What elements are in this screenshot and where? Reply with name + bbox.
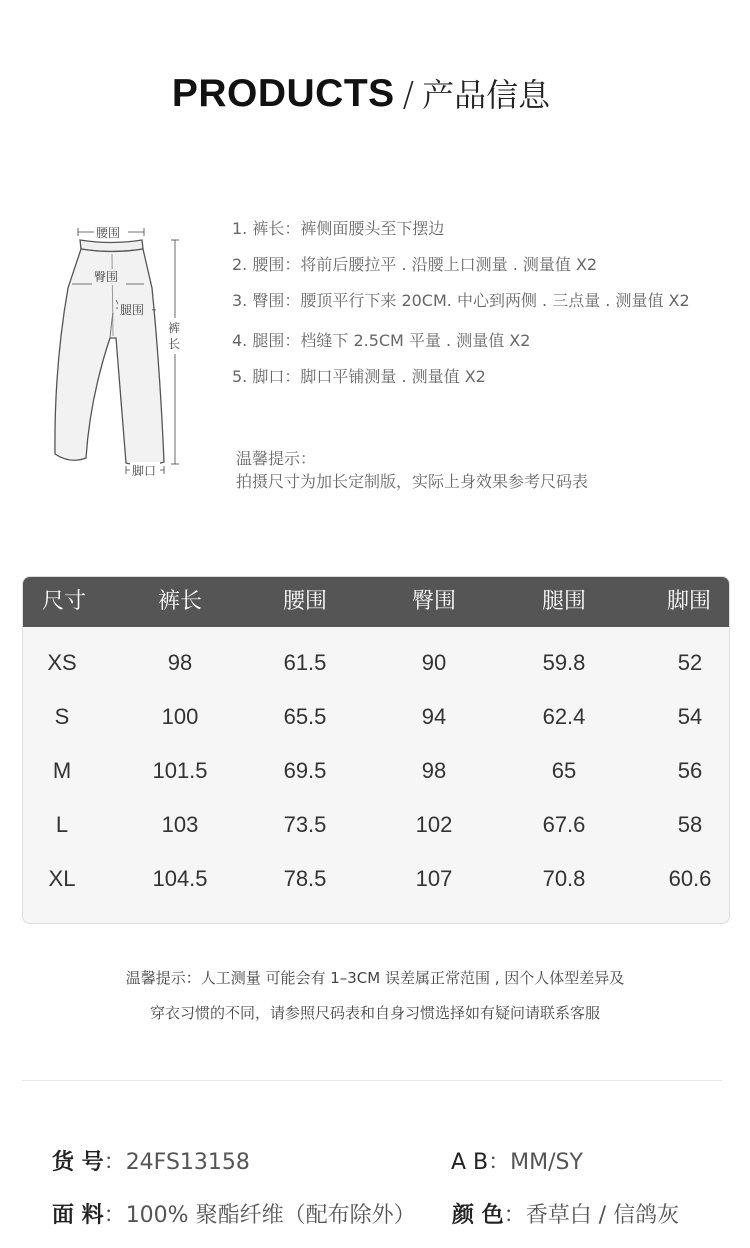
cell-hip: 94 <box>421 704 447 729</box>
item-number-label: 货 号 <box>52 1150 104 1175</box>
cell-hem: 56 <box>677 758 703 783</box>
ab-value: MM/SY <box>510 1150 583 1175</box>
cell-size: XS <box>47 650 77 675</box>
cell-thigh: 59.8 <box>542 650 586 675</box>
header-length: 裤长 <box>157 589 202 614</box>
cell-hem: 54 <box>677 704 703 729</box>
item-number-value: 24FS13158 <box>125 1150 250 1175</box>
fabric-label: 面 料 <box>52 1203 104 1228</box>
cell-hip: 102 <box>415 812 453 837</box>
ab-label: A B <box>451 1150 489 1175</box>
section-divider <box>22 1080 722 1081</box>
page-title <box>0 70 722 116</box>
cell-waist: 69.5 <box>283 758 327 783</box>
length-label-1: 裤 <box>168 321 181 335</box>
cell-hip: 98 <box>421 758 447 783</box>
table-row <box>23 744 729 798</box>
header-thigh: 腿围 <box>541 589 586 614</box>
header-size: 尺寸 <box>41 589 86 614</box>
table-row <box>23 636 729 690</box>
thigh-label: 腿围 <box>120 303 145 317</box>
cell-waist: 61.5 <box>283 650 327 675</box>
cell-waist: 65.5 <box>283 704 327 729</box>
cell-thigh: 65 <box>551 758 577 783</box>
note-waist: 2. 腰围：将前后腰拉平 . 沿腰上口测量 . 测量值 X2 <box>232 255 598 274</box>
note-hip: 3. 臀围：腰顶平行下来 20CM. 中心到两侧 . 三点量 . 测量值 X2 <box>232 291 690 310</box>
note-length: 1. 裤长：裤侧面腰头至下摆边 <box>232 219 445 238</box>
header-hem: 脚围 <box>666 589 711 614</box>
title-english: PRODUCTS <box>171 72 395 115</box>
size-table-header <box>23 577 729 627</box>
cell-hem: 60.6 <box>668 866 712 891</box>
cell-length: 100 <box>161 704 199 729</box>
photo-tip-title: 温馨提示： <box>236 449 317 468</box>
cell-waist: 78.5 <box>283 866 327 891</box>
cell-waist: 73.5 <box>283 812 327 837</box>
item-number-row: 货 号：24FS13158 <box>52 1150 250 1175</box>
header-hip: 臀围 <box>411 589 456 614</box>
measurement-tip-line2: 穿衣习惯的不同，请参照尺码表和自身习惯选择如有疑问请联系客服 <box>149 1004 600 1022</box>
ab-row: A B：MM/SY <box>451 1150 583 1175</box>
photo-tip-text: 拍摄尺寸为加长定制版，实际上身效果参考尺码表 <box>236 472 589 491</box>
fabric-value: 100% 聚酯纤维（配布除外） <box>125 1203 416 1228</box>
fabric-row: 面 料：100% 聚酯纤维（配布除外） <box>52 1203 416 1228</box>
hip-label: 臀围 <box>94 270 119 284</box>
length-label-2: 长 <box>168 337 181 351</box>
cell-hip: 107 <box>415 866 453 891</box>
cell-size: XL <box>48 866 76 891</box>
measurement-tip-line1: 温馨提示：人工测量 可能会有 1–3CM 误差属正常范围 , 因个人体型差异及 <box>125 969 625 987</box>
header-waist: 腰围 <box>282 589 327 614</box>
cell-thigh: 67.6 <box>542 812 586 837</box>
size-table <box>22 576 730 924</box>
cell-length: 98 <box>167 650 193 675</box>
note-thigh: 4. 腿围：档缝下 2.5CM 平量 . 测量值 X2 <box>232 331 531 350</box>
waist-label: 腰围 <box>96 226 121 240</box>
table-row <box>23 798 729 852</box>
color-label: 颜 色 <box>452 1203 504 1228</box>
cell-hem: 58 <box>677 812 703 837</box>
cell-hip: 90 <box>421 650 447 675</box>
note-hem: 5. 脚口：脚口平铺测量 . 测量值 X2 <box>232 367 486 386</box>
color-value: 香草白 / 信鸽灰 <box>525 1203 680 1228</box>
cell-length: 104.5 <box>152 866 208 891</box>
cell-hem: 52 <box>677 650 703 675</box>
table-row <box>23 690 729 744</box>
title-chinese: 产品信息 <box>422 76 551 114</box>
cell-thigh: 62.4 <box>542 704 586 729</box>
cell-thigh: 70.8 <box>542 866 586 891</box>
cell-length: 103 <box>161 812 199 837</box>
hem-label: 脚口 <box>132 464 157 478</box>
table-row <box>23 852 729 906</box>
cell-size: L <box>55 812 69 837</box>
color-row: 颜 色：香草白 / 信鸽灰 <box>452 1203 680 1228</box>
photo-tip <box>236 447 588 493</box>
cell-length: 101.5 <box>152 758 208 783</box>
title-separator: / <box>402 75 415 115</box>
cell-size: M <box>52 758 72 783</box>
pants-measurement-diagram <box>40 218 200 484</box>
cell-size: S <box>54 704 70 729</box>
